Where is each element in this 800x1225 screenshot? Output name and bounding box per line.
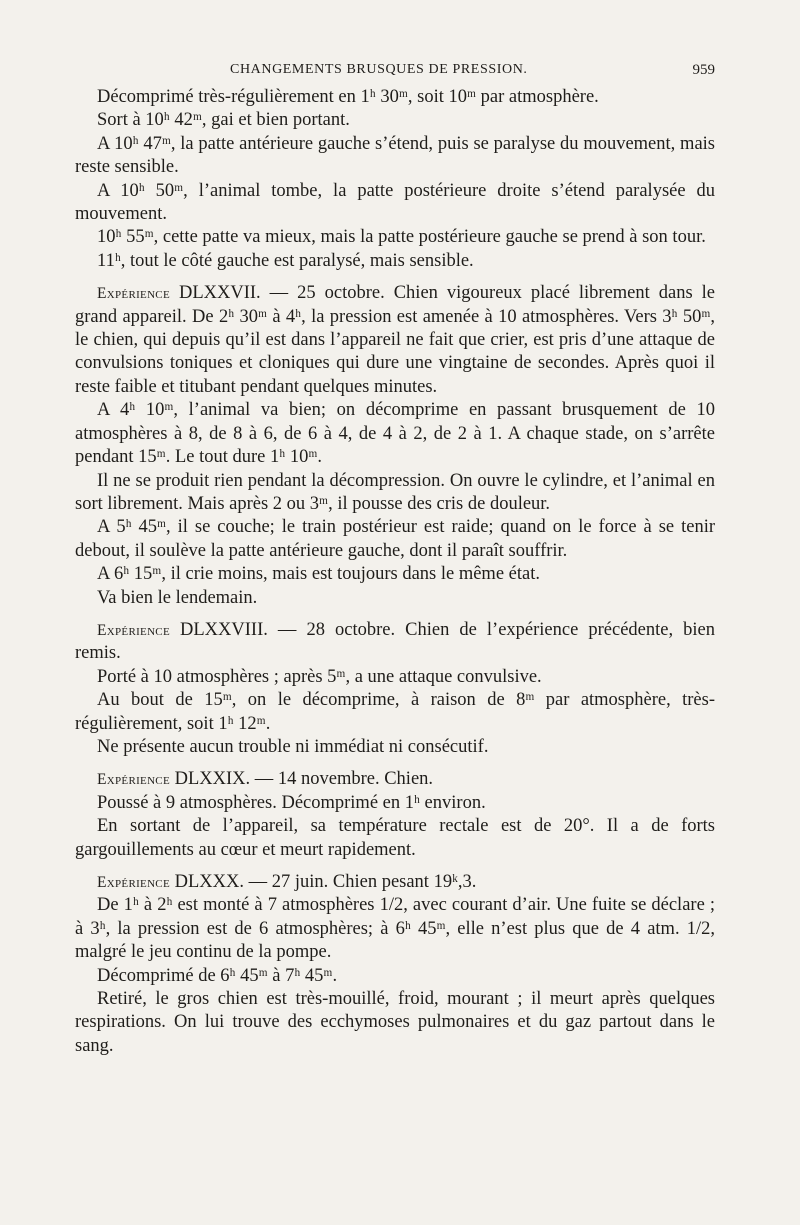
paragraph: Ne présente aucun trouble ni immédiat ni consécutif. [97,736,489,757]
paragraph: A 10ʰ 50ᵐ, l’animal tombe, la patte postérieure droite s’étend paralysée du mouvement. [75,180,715,225]
running-head: CHANGEMENTS BRUSQUES DE PRESSION. [230,62,528,77]
experiment-number: DLXXVIII. [180,619,268,640]
paragraph: Sort à 10ʰ 42ᵐ, gai et bien portant. [97,110,350,131]
paragraph: En sortant de l’appareil, sa température rectale est de 20°. Il a de forts gargouillements au cœur et meurt rapidement. [75,816,715,860]
experiment-paragraph: Expérience DLXXIX. — 14 novembre. Chien. [97,769,434,790]
experiment-number: DLXXVII. [178,283,261,304]
paragraph: 10ʰ 55ᵐ, cette patte va mieux, mais la patte postérieure gauche se prend à son tour. [97,227,706,248]
paragraph: Décomprimé de 6ʰ 45ᵐ à 7ʰ 45ᵐ. [97,965,338,986]
experiment-label: Expérience [97,771,170,789]
experiment-paragraph: Expérience DLXXVIII. — 28 octobre. Chien de l’expérience précédente, bien remis. [75,619,715,664]
paragraph: Au bout de 15ᵐ, on le décomprime, à raison de 8ᵐ par atmosphère, très-régulièrement, soit 1ʰ 12ᵐ. [75,690,715,734]
paragraph: A 4ʰ 10ᵐ, l’animal va bien; on décomprime en passant brusquement de 10 atmosphères à 8, de 8 à 6, de 6 à 4, de 4 à 2, de 2 à 1. A chaque stade, on s’arrête pendant 15ᵐ. Le tout dure 1ʰ 10ᵐ. [75,400,715,468]
experiment-number: DLXXIX. [174,769,251,790]
body-text [75,86,715,1058]
paragraph: A 5ʰ 45ᵐ, il se couche; le train postérieur est raide; quand on le force à se tenir debout, il soulève la patte antérieure gauche, dont il paraît souffrir. [75,517,715,561]
paragraph: 11ʰ, tout le côté gauche est paralysé, mais sensible. [97,250,474,271]
page-number: 959 [692,62,715,78]
paragraph: A 6ʰ 15ᵐ, il crie moins, mais est toujours dans le même état. [97,564,540,585]
paragraph: Il ne se produit rien pendant la décompression. On ouvre le cylindre, et l’animal en sort librement. Mais après 2 ou 3ᵐ, il pousse des cris de douleur. [75,470,715,514]
paragraph: Poussé à 9 atmosphères. Décomprimé en 1ʰ environ. [97,792,486,813]
experiment-paragraph: Expérience DLXXX. — 27 juin. Chien pesant 19ᵏ,3. [97,872,477,892]
experiment-paragraph: Expérience DLXXVII. — 25 octobre. Chien vigoureux placé librement dans le grand appareil. De 2ʰ 30ᵐ à 4ʰ, la pression est amenée à 10 atmosphères. Vers 3ʰ 50ᵐ, le chien, qui depuis qu’il est dans l’appareil ne fait que crier, est pris d’une attaque de convulsions toniques et cloniques qui dure une vingtaine de secondes. Après quoi il reste faible et titubant pendant quelques minutes. [75,283,716,397]
experiment-number: DLXXX. [174,872,244,892]
paragraph: Retiré, le gros chien est très-mouillé, froid, mourant ; il meurt après quelques respirations. On lui trouve des ecchymoses pulmonaires et du gaz partout dans le sang. [75,989,715,1056]
experiment-label: Expérience [97,874,170,891]
paragraph: Porté à 10 atmosphères ; après 5ᵐ, a une attaque convulsive. [97,666,542,687]
paragraph: Va bien le lendemain. [97,587,258,608]
paragraph: De 1ʰ à 2ʰ est monté à 7 atmosphères 1/2, avec courant d’air. Une fuite se déclare ; à 3ʰ, la pression est de 6 atmosphères; à 6ʰ 45ᵐ, elle n’est plus que de 4 atm. 1/2, malgré le jeu continu de la pompe. [75,895,715,963]
paragraph: A 10ʰ 47ᵐ, la patte antérieure gauche s’étend, puis se paralyse du mouvement, mais reste sensible. [75,133,715,178]
experiment-label: Expérience [97,285,170,303]
paragraph: Décomprimé très-régulièrement en 1ʰ 30ᵐ, soit 10ᵐ par atmosphère. [97,87,599,107]
page-header [75,62,715,84]
experiment-label: Expérience [97,621,170,639]
